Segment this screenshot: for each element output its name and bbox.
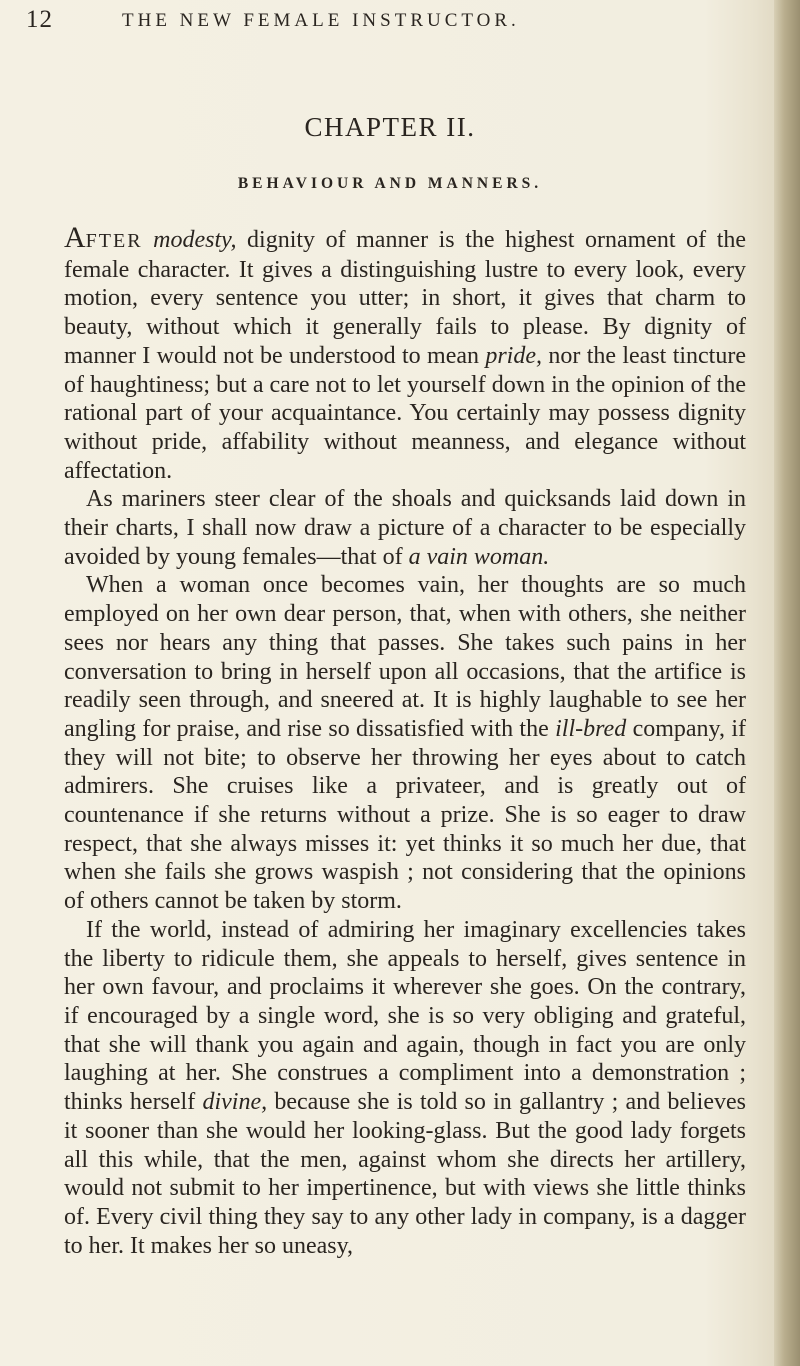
drop-cap: A: [64, 221, 86, 254]
paragraph-2: [64, 485, 746, 571]
paragraph-3-text-a: When a woman once becomes vain, her thoughts are so much employed on her own dear person, that, when with others, she neither sees nor hears any thing that passes. She takes such pains in her conversation to bring in herself upon all occasions, that the artifice is readily seen through, and sneered at. It is highly laughable to see her angling for praise, and rise so dissatisfied with the: [64, 572, 746, 742]
paragraph-1: [64, 221, 747, 485]
chapter-title: CHAPTER II.: [304, 112, 476, 142]
body-text: [64, 221, 747, 1260]
emphasis-modesty: modesty,: [153, 227, 237, 253]
paragraph-2-text: As mariners steer clear of the shoals and quicksands laid down in their charts, I shall now draw a picture of a character to be especially avoided by young females—that of: [64, 486, 746, 570]
paragraph-1-text-a: dignity of manner is the highest ornament of the female character. It gives a distinguishing lustre to every look, every motion, every sentence you utter; in short, it gives that charm to beauty, without which it generally fails to please. By dignity of manner I would not be understood to mean: [64, 227, 747, 369]
emphasis-vain-woman: a vain woman.: [408, 543, 550, 570]
paragraph-3: [64, 571, 746, 915]
opening-word: FTER: [85, 230, 143, 252]
paragraph-4: [64, 916, 746, 1260]
page-edge-shadow: [774, 0, 800, 1366]
emphasis-ill-bred: ill-bred: [555, 715, 627, 742]
chapter-subtitle: BEHAVIOUR AND MANNERS.: [237, 175, 543, 192]
paragraph-4-text-a: If the world, instead of admiring her imaginary excellencies takes the liberty to ridicule them, she appeals to herself, gives sentence in her own favour, and proclaims it wherever she goes. On the contrary, if encouraged by a single word, she is so very obliging and grateful, that she will thank you again and again, though in fact you are only laughing at her. She construes a compliment into a demonstration ; thinks herself: [64, 916, 746, 1116]
emphasis-divine: divine,: [202, 1089, 268, 1116]
page-number: 12: [26, 6, 53, 33]
running-header: [26, 6, 726, 34]
running-title: THE NEW FEMALE INSTRUCTOR.: [122, 10, 520, 31]
paragraph-3-text-b: company, if they will not bite; to observe her throwing her eyes about to catch admirers. She cruises like a privateer, and is greatly out of countenance if she returns without a prize. She is so eager to draw respect, that she always misses it: yet thinks it so much her due, that when she fails she grows waspish ; not considering that the opinions of others cannot be taken by storm.: [64, 715, 747, 915]
paragraph-1-text-b: nor the least tincture of haughtiness; but a care not to let yourself down in the opinion of the rational part of your acquaintance. You certainly may possess dignity without pride, affability without meanness, and elegance without affectation.: [64, 342, 746, 484]
paragraph-4-text-b: because she is told so in gallantry ; and believes it sooner than she would her looking-glass. But the good lady forgets all this while, that the men, against whom she directs her artillery, would not submit to her impertinence, but with views she little thinks of. Every civil thing they say to any other lady in company, is a dagger to her. It makes her so uneasy,: [64, 1089, 746, 1259]
emphasis-pride: pride,: [485, 342, 543, 369]
